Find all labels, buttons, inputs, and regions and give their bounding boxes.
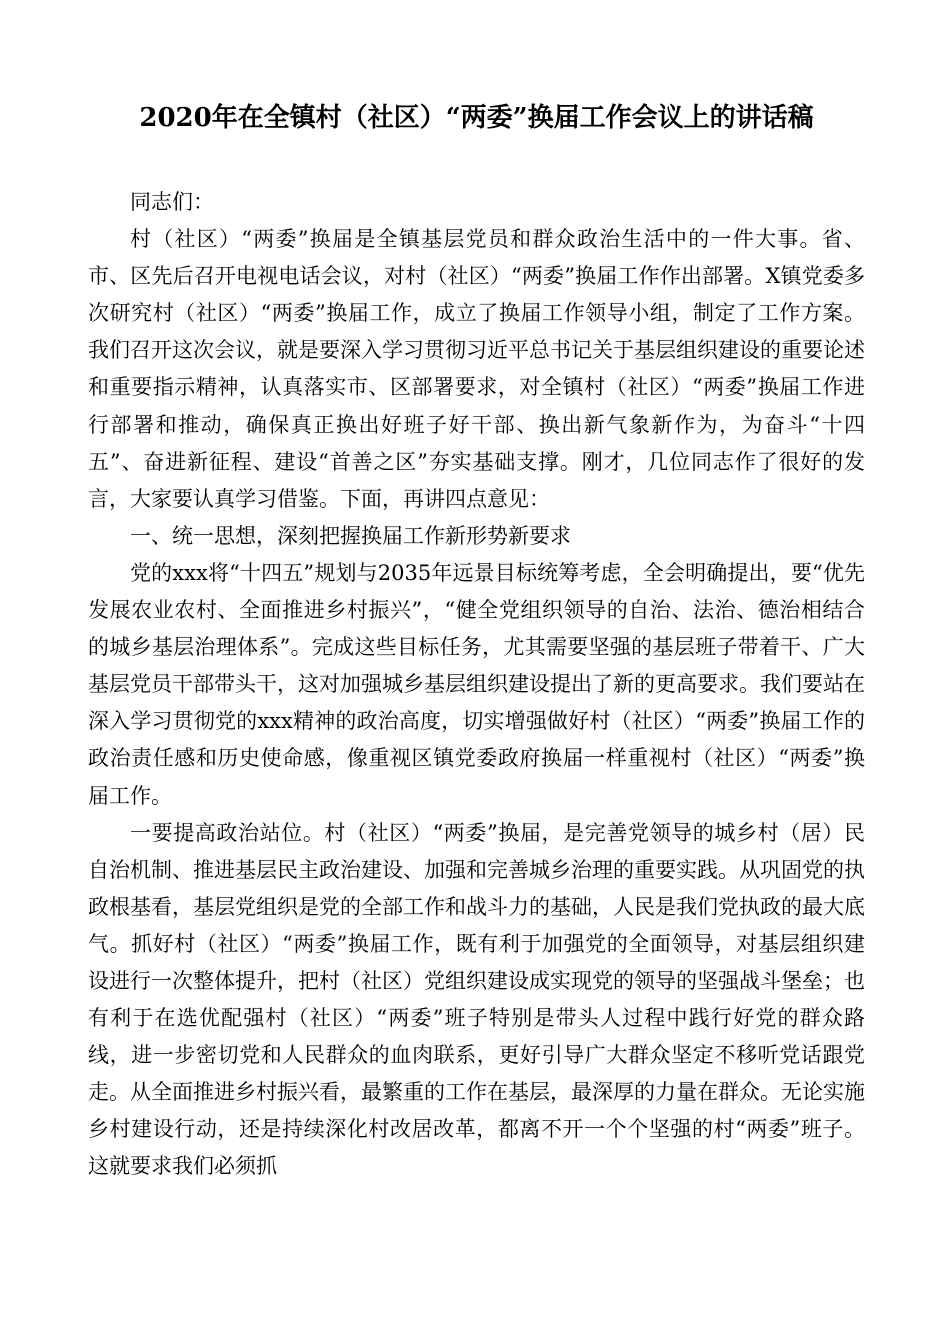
salutation: 同志们： (130, 190, 214, 214)
document-page (88, 98, 865, 1186)
section-heading-1: 一、统一思想，深刻把握换届工作新形势新要求 (130, 523, 571, 548)
document-title: 2020年在全镇村（社区）“两委”换届工作会议上的讲话稿 (139, 103, 814, 133)
paragraph-plenary: 党的xxx将“十四五”规划与2035年远景目标统筹考虑，全会明确提出，要“优先发展农业农村、全面推进乡村振兴”，“健全党组织领导的自治、法治、德治相结合的城乡基层治理体系”。完成这些目标任务，尤其需要坚强的基层班子带着干、广大基层党员干部带头干，这对加强城乡基层组织建设提出了新的更高要求。我们要站在深入学习贯彻党的xxx精神的政治高度，切实增强做好村（社区）“两委”换届工作的政治责任感和历史使命感，像重视区镇党委政府换届一样重视村（社区）“两委”换届工作。 (88, 560, 865, 808)
document-body (88, 184, 865, 1186)
paragraph-intro: 村（社区）“两委”换届是全镇基层党员和群众政治生活中的一件大事。省、市、区先后召开电视电话会议，对村（社区）“两委”换届工作作出部署。X镇党委多次研究村（社区）“两委”换届工作，成立了换届工作领导小组，制定了工作方案。我们召开这次会议，就是要深入学习贯彻习近平总书记关于基层组织建设的重要论述和重要指示精神，认真落实市、区部署要求，对全镇村（社区）“两委”换届工作进行部署和推动，确保真正换出好班子好干部、换出新气象新作为，为奋斗“十四五”、奋进新征程、建设“首善之区”夯实基础支撑。刚才，几位同志作了很好的发言，大家要认真学习借鉴。下面，再讲四点意见： (88, 227, 865, 511)
paragraph-political-stance: 一要提高政治站位。村（社区）“两委”换届，是完善党领导的城乡村（居）民自治机制、推进基层民主政治建设、加强和完善城乡治理的重要实践。从巩固党的执政根基看，基层党组织是党的全部工作和战斗力的基础，人民是我们党执政的最大底气。抓好村（社区）“两委”换届工作，既有利于加强党的全面领导，对基层组织建设进行一次整体提升，把村（社区）党组织建设成实现党的领导的坚强战斗堡垒；也有利于在选优配强村（社区）“两委”班子特别是带头人过程中践行好党的群众路线，进一步密切党和人民群众的血肉联系，更好引导广大群众坚定不移听党话跟党走。从全面推进乡村振兴看，最繁重的工作在基层，最深厚的力量在群众。无论实施乡村建设行动，还是持续深化村改居改革，都离不开一个个坚强的村“两委”班子。这就要求我们必须抓 (88, 820, 865, 1179)
